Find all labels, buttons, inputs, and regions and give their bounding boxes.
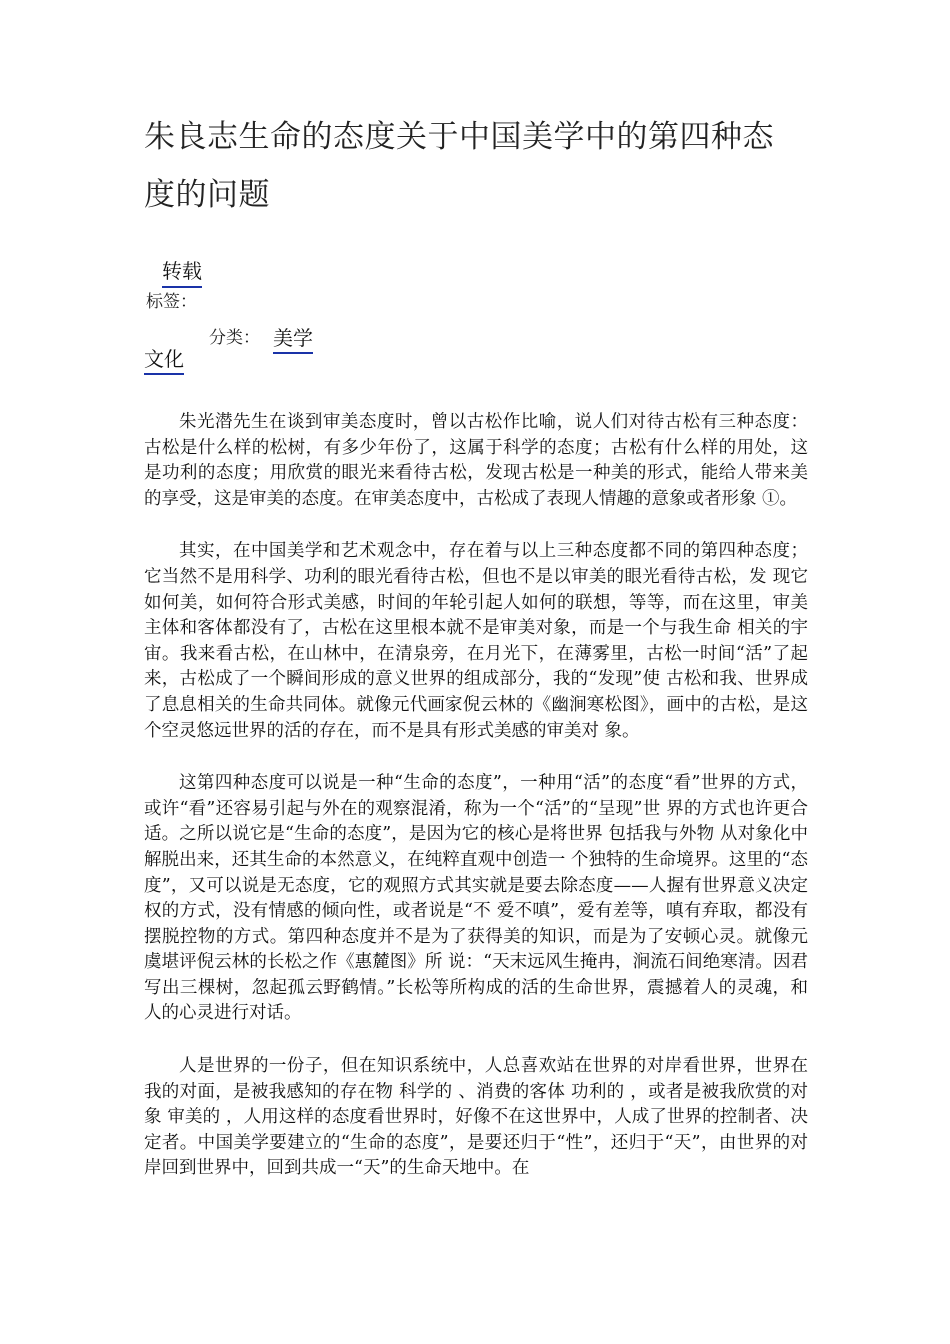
category-label: 分类： — [209, 328, 260, 348]
paragraph: 朱光潜先生在谈到审美态度时，曾以古松作比喻，说人们对待古松有三种态度：古松是什么样的松树，有多少年份了，这属于科学的态度；古松有什么样的用处，这 是功利的态度；用欣赏的眼光来看待古松，发现古松是一种美的形式，能给人带来美的享受，这是审美的态度。在审美态度中，古松成了表现人情趣的意象或者形象 ①。 — [144, 412, 808, 509]
paragraph: 这第四种态度可以说是一种“生命的态度”，一种用“活”的态度“看”世界的方式，或许“看”还容易引起与外在的观察混淆，称为一个“活”的“呈现”世 界的方式也许更合适。之所以说它是“生命的态度”，是因为它的核心是将世界 包括我与外物 从对象化中解脱出来，还其生命的本然意义，在纯粹直观中创造一 个独特的生命境界。这里的“态度”，又可以说是无态度，它的观照方式其实就是要去除态度——人握有世界意义决定权的方式，没有情感的倾向性，或者说是“不 爱不嗔”，爱有差等，嗔有弃取，都没有摆脱控物的方式。第四种态度并不是为了获得美的知识，而是为了安顿心灵。就像元虞堪评倪云林的长松之作《惠麓图》所 说：“天末远风生掩冉，涧流石间绝寒清。因君写出三棵树，忽起孤云野鹤情。”长松等所构成的活的生命世界，震撼着人的灵魂，和人的心灵进行对话。 — [144, 773, 808, 1024]
paragraph: 人是世界的一份子，但在知识系统中，人总喜欢站在世界的对岸看世界，世界在我的对面，是被我感知的存在物 科学的 、消费的客体 功利的 ，或者是被我欣赏的对象 审美的 ，人用这样的态度看世界时，好像不在这世界中，人成了世界的控制者、决定者。中国美学要建立的“生命的态度”，是要还归于“性”，还归于“天”，由世界的对岸回到世界中，回到共成一“天”的生命天地中。在 — [144, 1056, 808, 1179]
article-body — [144, 410, 808, 1209]
category-link-aesthetics[interactable]: 美学 — [273, 324, 313, 354]
article-title: 朱良志生命的态度关于中国美学中的第四种态度的问题 — [144, 119, 774, 213]
tags-label: 标签： — [146, 292, 197, 312]
repost-link[interactable]: 转载 — [162, 256, 202, 288]
paragraph: 其实，在中国美学和艺术观念中，存在着与以上三种态度都不同的第四种态度；它当然不是用科学、功利的眼光看待古松，但也不是以审美的眼光看待古松，发 现它如何美，如何符合形式美感，时间的年轮引起人如何的联想，等等，而在这里，审美主体和客体都没有了，古松在这里根本就不是审美对象，而是一个与我生命 相关的宇宙。我来看古松，在山林中，在清泉旁，在月光下，在薄雾里，古松一时间“活”了起来，古松成了一个瞬间形成的意义世界的组成部分，我的“发现”使 古松和我、世界成了息息相关的生命共同体。就像元代画家倪云林的《幽涧寒松图》，画中的古松，是这个空灵悠远世界的活的存在，而不是具有形式美感的审美对 象。 — [144, 541, 808, 741]
category-link-culture[interactable]: 文化 — [144, 345, 184, 375]
